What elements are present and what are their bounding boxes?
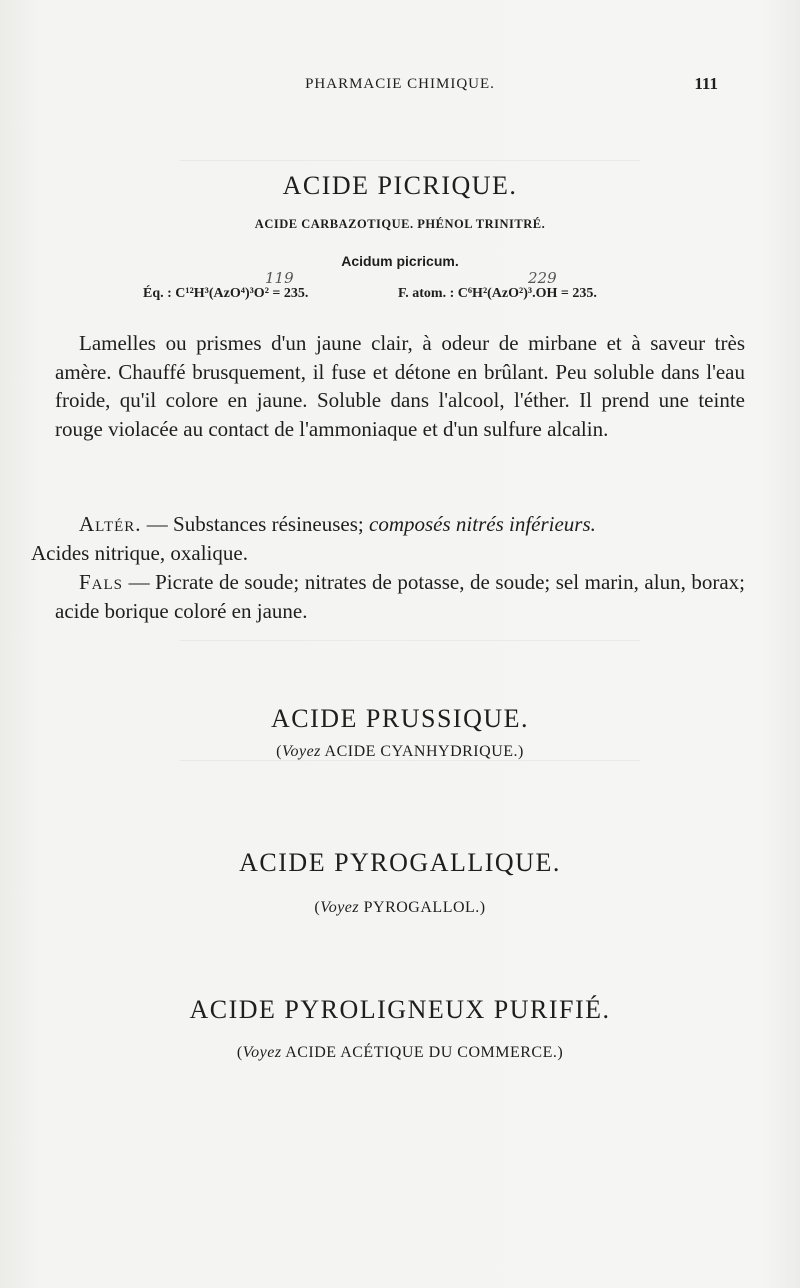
section-title-pyrogallic: ACIDE PYROGALLIQUE.: [239, 848, 561, 877]
latin-name-picric: Acidum picricum.: [341, 253, 459, 269]
alterations-text-2: Acides nitrique, oxalique.: [31, 540, 248, 565]
ref-paren: (: [236, 1044, 243, 1061]
ref-voyez: Voyez: [320, 899, 360, 916]
description-picric: Lamelles ou prismes d'un jaune clair, à odeur de mirbane et à saveur très amère. Chauffé brusquement, il fuse et détone en brûlant. Peu soluble dans l'eau froide, qu'il colore en jaune. Soluble dans l'alcool, l'éther. Il prend une teinte rouge violacée au contact de l'ammoniaque et d'un sulfure alcalin.: [55, 331, 745, 441]
alterations-dash: —: [141, 512, 174, 536]
alterations-italic: composés nitrés inférieurs.: [369, 512, 596, 536]
alterations-text: Substances résineuses;: [173, 512, 369, 536]
section-title-picric: ACIDE PICRIQUE.: [282, 171, 518, 200]
alterations-label: Altér.: [79, 512, 142, 536]
cross-reference-pyroligneous: [55, 1043, 745, 1063]
alterations-paragraph: [31, 510, 745, 567]
ref-paren: (: [314, 899, 321, 916]
ref-target: PYROGALLOL.): [359, 899, 486, 916]
ref-voyez: Voyez: [242, 1044, 282, 1061]
section-title-pyroligneous: ACIDE PYROLIGNEUX PURIFIÉ.: [189, 995, 611, 1024]
formula-atomic: F. atom. : C⁶H²(AzO²)³.OH = 235.: [398, 286, 597, 301]
cross-reference-prussic: [55, 742, 745, 762]
ref-paren: (: [276, 743, 282, 760]
falsifications-paragraph: [55, 568, 745, 625]
running-header: [0, 74, 800, 98]
show-through-line: [180, 160, 640, 161]
running-title: PHARMACIE CHIMIQUE.: [305, 76, 495, 92]
ref-target: ACIDE CYANHYDRIQUE.): [320, 743, 524, 760]
section-title-prussic: ACIDE PRUSSIQUE.: [270, 704, 530, 733]
handwritten-annotation-left: 119: [265, 269, 294, 287]
page-number: 111: [694, 74, 718, 93]
formula-equivalent: Éq. : C¹²H³(AzO⁴)³O² = 235.: [143, 286, 309, 301]
handwritten-annotation-right: 229: [528, 269, 557, 287]
ref-voyez: Voyez: [281, 743, 321, 760]
cross-reference-pyrogallic: [55, 898, 745, 918]
falsifications-text: Picrate de soude; nitrates de potasse, de soude; sel marin, alun, borax; acide borique coloré en jaune.: [55, 570, 746, 623]
section-subtitle-picric: ACIDE CARBAZOTIQUE. PHÉNOL TRINITRÉ.: [254, 217, 546, 231]
falsifications-dash: —: [123, 570, 156, 594]
show-through-line: [180, 640, 640, 641]
ref-target: ACIDE ACÉTIQUE DU COMMERCE.): [281, 1044, 564, 1061]
falsifications-label: Fals: [79, 570, 124, 594]
